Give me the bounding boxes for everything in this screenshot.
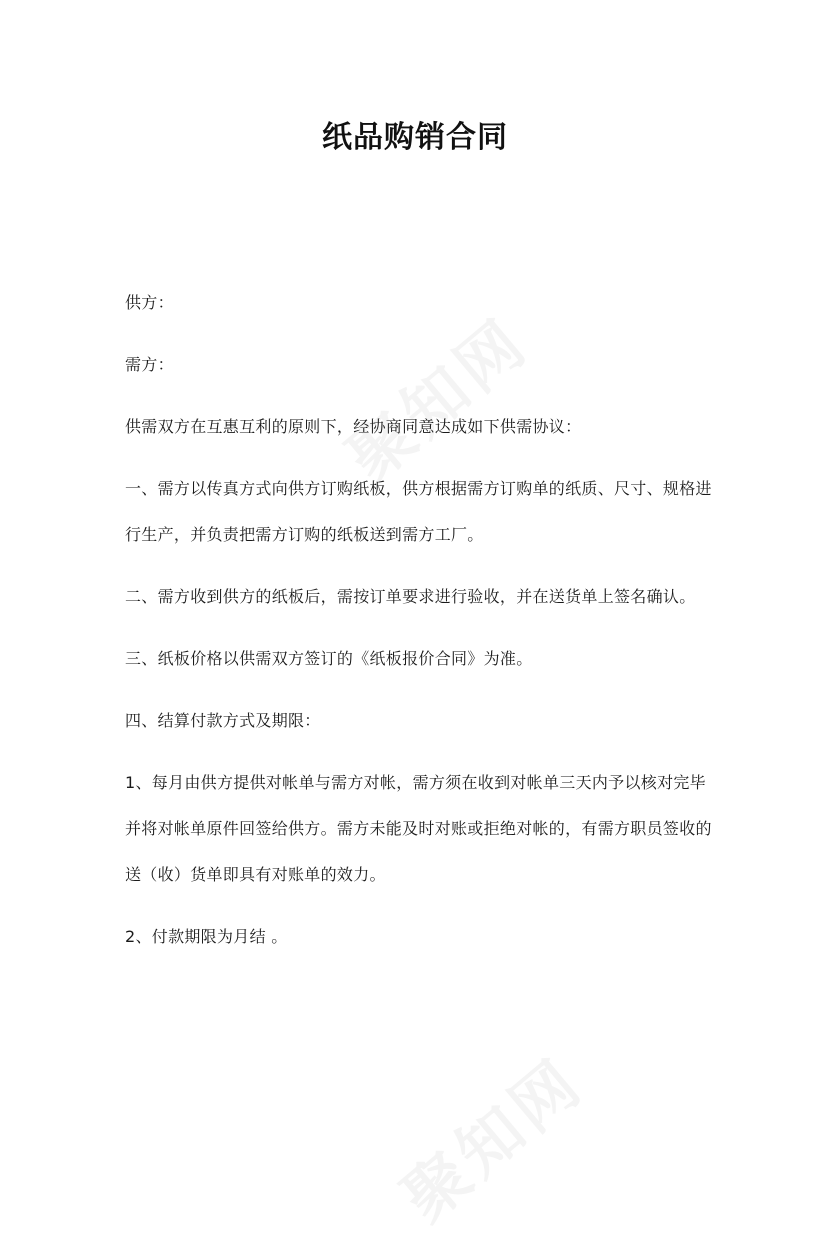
paragraph-clause-4-1: 1、每月由供方提供对帐单与需方对帐，需方须在收到对帐单三天内予以核对完毕并将对帐单原件回签给供方。需方未能及时对账或拒绝对帐的，有需方职员签收的送（收）货单即具有对账单的效力。 — [125, 773, 712, 884]
paragraph-clause-3: 三、纸板价格以供需双方签订的《纸板报价合同》为准。 — [125, 649, 533, 668]
paragraph-intro: 供需双方在互惠互利的原则下，经协商同意达成如下供需协议： — [125, 417, 582, 436]
watermark — [380, 1033, 600, 1238]
paragraph-clause-1: 一、需方以传真方式向供方订购纸板，供方根据需方订购单的纸质、尺寸、规格进行生产，并负责把需方订购的纸板送到需方工厂。 — [125, 479, 712, 544]
paragraph-clause-4-2: 2、付款期限为月结 。 — [125, 927, 288, 946]
document-body — [125, 280, 715, 960]
paragraph-clause-4: 四、结算付款方式及期限： — [125, 711, 321, 730]
paragraph-supplier: 供方： — [125, 293, 174, 312]
paragraph-buyer: 需方： — [125, 355, 174, 374]
paragraph-clause-2: 二、需方收到供方的纸板后，需按订单要求进行验收，并在送货单上签名确认。 — [125, 587, 696, 606]
document-title: 纸品购销合同 — [322, 120, 508, 155]
